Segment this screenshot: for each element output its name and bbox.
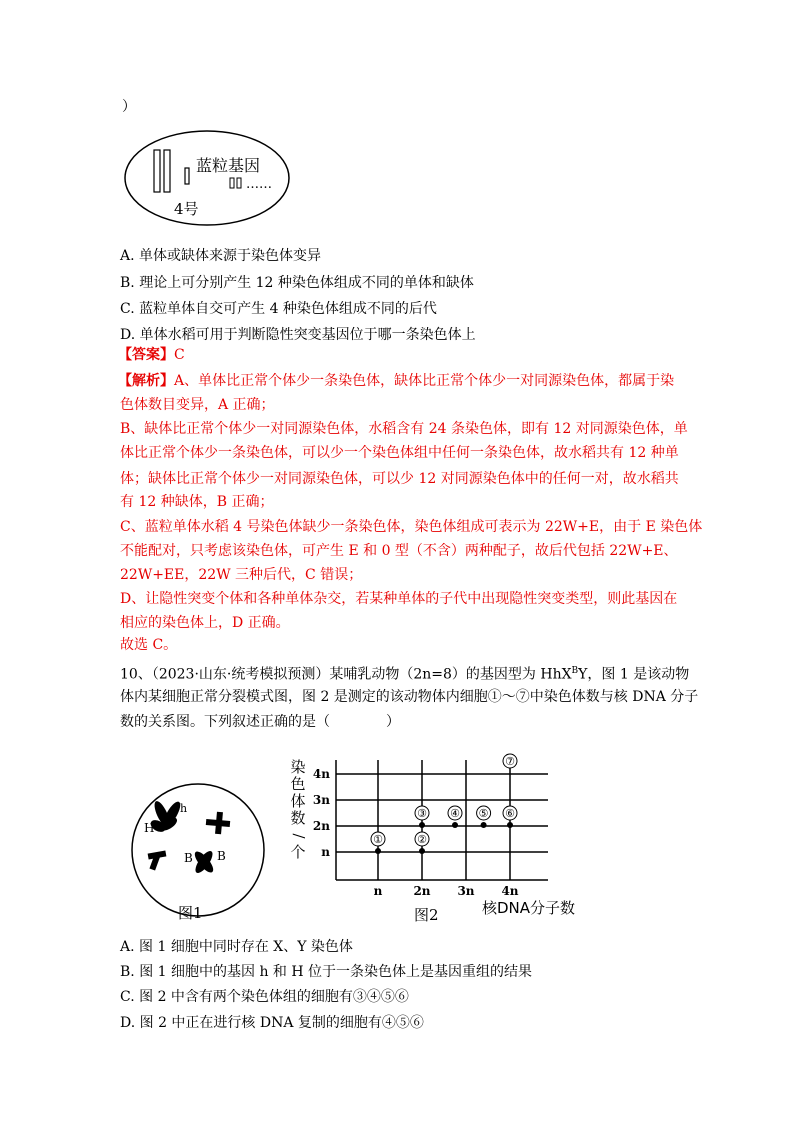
figure-1-caption: 图1	[178, 904, 203, 922]
data-point-label: ⑦	[505, 755, 515, 768]
figure-1-cell	[128, 780, 278, 930]
data-point-dot	[375, 848, 381, 854]
chromosome-bent	[148, 850, 167, 870]
chromosome-bar-1	[154, 150, 160, 192]
analysis-line-2: 色体数目变异，A 正确；	[120, 397, 275, 413]
q9-option-a: A. 单体或缺体来源于染色体变异	[120, 248, 322, 264]
y-tick-label: 2n	[312, 819, 330, 833]
data-point-label: ⑤	[478, 807, 489, 820]
blue-gene-label: 蓝粒基因	[196, 156, 261, 175]
y-axis-label-char: /	[290, 833, 308, 839]
analysis-line-3: B、缺体比正常个体少一对同源染色体，水稻含有 24 条染色体，即有 12 对同源染色体，单	[120, 421, 688, 437]
q10-stem-line-1	[120, 662, 689, 684]
answer-line	[118, 346, 185, 364]
chromosome-number-label: 4号	[174, 200, 199, 218]
ellipsis-text: ……	[246, 177, 272, 192]
data-point-label: ③	[417, 807, 427, 820]
data-point-dot	[419, 822, 425, 828]
gene-H-label: H	[144, 821, 155, 835]
analysis-line-6: 有 12 种缺体，B 正确；	[120, 494, 274, 510]
q10-stem-line-2: 体内某细胞正常分裂模式图，图 2 是测定的该动物体内细胞①～⑦中染色体数与核 DNA 分子	[120, 689, 699, 705]
q10-option-d: D. 图 2 中正在进行核 DNA 复制的细胞有④⑤⑥	[120, 1015, 424, 1031]
q10-stem-post: Y，图 1 是该动物	[578, 666, 690, 683]
analysis-line-11: 相应的染色体上，D 正确。	[120, 615, 290, 631]
analysis-line-1	[118, 372, 674, 390]
y-axis-label	[290, 758, 308, 861]
y-tick-label: 4n	[312, 767, 330, 781]
x-tick-label: n	[373, 884, 383, 898]
x-tick-label: 2n	[413, 884, 431, 898]
analysis-line-8: 不能配对，只考虑该染色体，可产生 E 和 0 型（不含）两种配子，故后代包括 22W+E、	[120, 543, 678, 559]
data-point-label: ④	[450, 807, 460, 820]
x-axis-label: 核DNA分子数	[482, 899, 576, 917]
y-tick-label: 3n	[312, 793, 330, 807]
y-axis-label-char: 色	[290, 775, 306, 793]
analysis-line-9: 22W+EE，22W 三种后代，C 错误；	[120, 567, 363, 583]
x-tick-label: 4n	[501, 884, 519, 898]
y-axis-label-char: 染	[290, 758, 306, 776]
q10-stem-line-3: 数的关系图。下列叙述正确的是（ ）	[120, 714, 400, 730]
data-point-dot	[481, 822, 487, 828]
gene-marker-1	[230, 178, 234, 188]
chromosome-cross	[206, 812, 230, 834]
data-point-label: ⑥	[505, 807, 515, 820]
figure-2-caption: 图2	[414, 906, 439, 924]
data-point-label: ②	[417, 833, 427, 846]
q10-option-a: A. 图 1 细胞中同时存在 X、Y 染色体	[120, 939, 353, 955]
chromosome-bar-2	[164, 150, 170, 192]
q9-option-c: C. 蓝粒单体自交可产生 4 种染色体组成不同的后代	[120, 301, 437, 317]
data-point-dot	[507, 822, 513, 828]
analysis-line-7: C、蓝粒单体水稻 4 号染色体缺少一条染色体，染色体组成可表示为 22W+E，由于 E 染色体	[120, 519, 703, 535]
cell-membrane	[132, 784, 264, 916]
analysis-text-1: A、单体比正常个体少一条染色体，缺体比正常个体少一对同源染色体，都属于染	[174, 373, 675, 389]
data-point-dot	[452, 822, 458, 828]
data-point-dot	[419, 848, 425, 854]
q10-stem-pre: 10、（2023·山东·统考模拟预测）某哺乳动物（2n=8）的基因型为 HhX	[120, 666, 572, 683]
q9-option-b: B. 理论上可分别产生 12 种染色体组成不同的单体和缺体	[120, 275, 474, 291]
conclusion-line: 故选 C。	[120, 637, 178, 653]
chromosome-bar-3	[185, 168, 189, 184]
chromosome-pair-B-B	[192, 848, 216, 875]
y-axis-label-char: 个	[290, 843, 306, 861]
analysis-line-5: 体；缺体比正常个体少一对同源染色体，可以少 12 对同源染色体中的任何一对，故水稻共	[120, 471, 679, 487]
answer-value: C	[174, 347, 185, 363]
q9-option-d: D. 单体水稻可用于判断隐性突变基因位于哪一条染色体上	[120, 327, 476, 343]
y-tick-label: n	[321, 845, 330, 859]
chromosome-4-figure	[122, 128, 292, 228]
y-axis-label-char: 体	[290, 792, 306, 810]
y-axis-label-char: 数	[290, 809, 306, 827]
x-tick-label: 3n	[457, 884, 475, 898]
analysis-line-4: 体比正常个体少一条染色体，可以少一个染色体组中任何一条染色体，故水稻共有 12 种单	[120, 445, 679, 461]
analysis-tag: 【解析】	[118, 373, 174, 389]
q10-stem-superscript: B	[571, 666, 579, 676]
question-closing-paren: ）	[122, 99, 136, 115]
data-point-label: ①	[373, 833, 383, 846]
gene-B-label-1: B	[184, 851, 193, 865]
answer-tag: 【答案】	[118, 347, 174, 363]
gene-marker-2	[237, 178, 241, 188]
gene-B-label-2: B	[217, 849, 226, 863]
q10-option-c: C. 图 2 中含有两个染色体组的细胞有③④⑤⑥	[120, 989, 409, 1005]
gene-h-label: h	[180, 802, 188, 815]
q10-option-b: B. 图 1 细胞中的基因 h 和 H 位于一条染色体上是基因重组的结果	[120, 964, 533, 980]
analysis-line-10: D、让隐性突变个体和各种单体杂交，若某种单体的子代中出现隐性突变类型，则此基因在	[120, 591, 678, 607]
